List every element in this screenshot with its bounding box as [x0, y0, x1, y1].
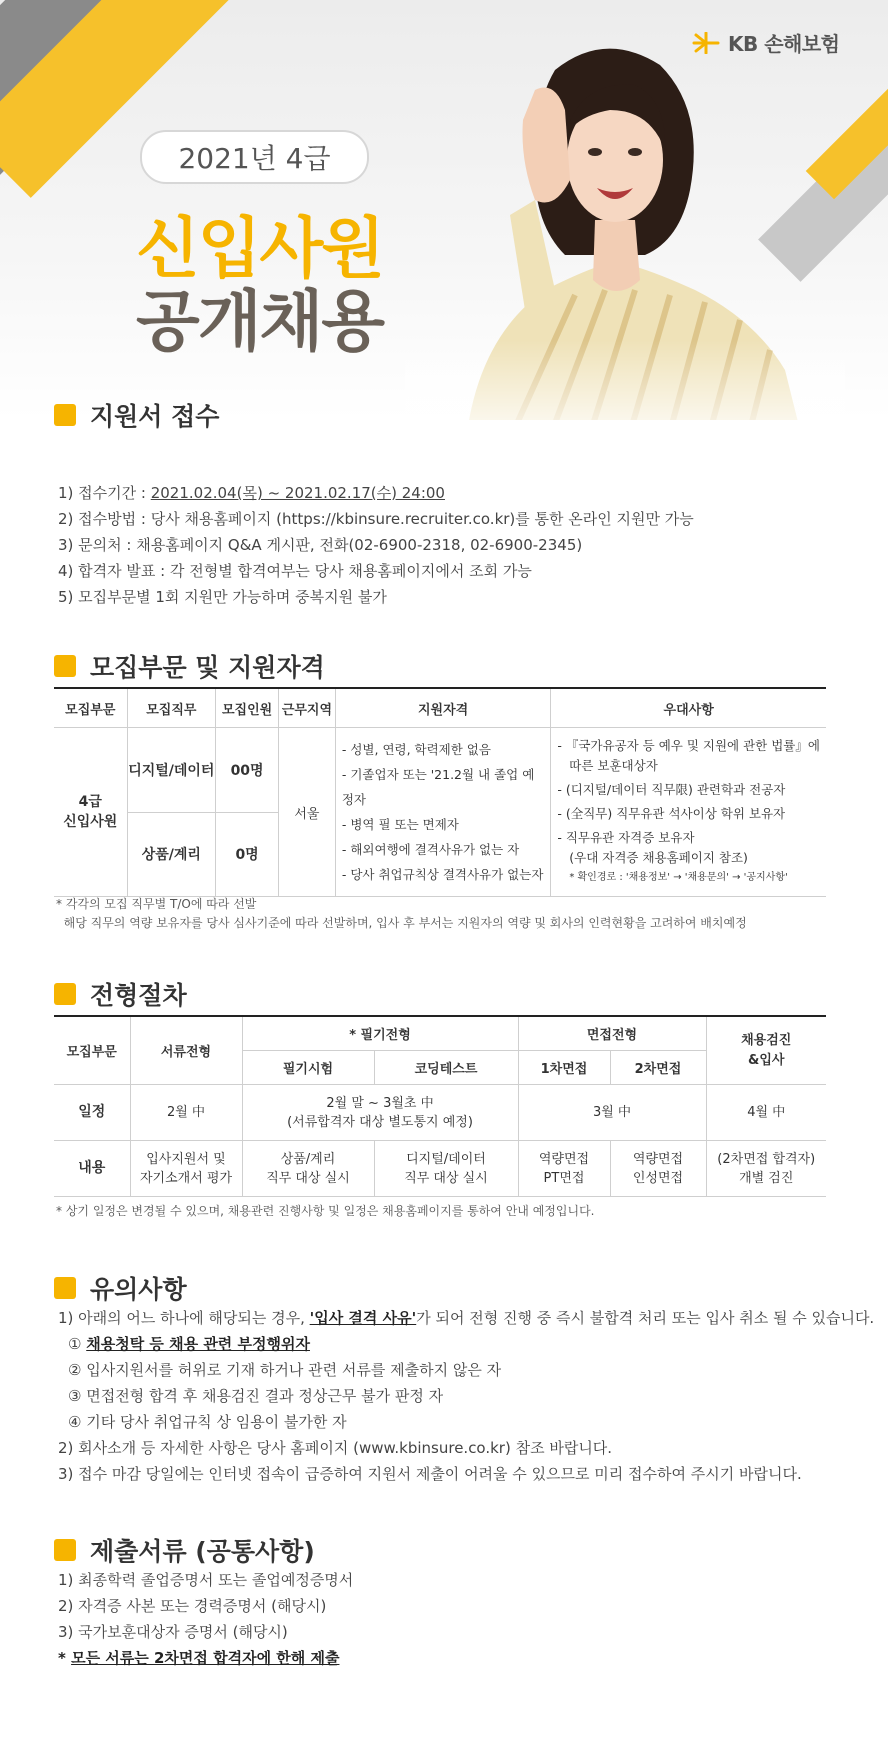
section-documents-header: [54, 1532, 315, 1568]
apply-line-3: 3) 문의처 : 채용홈페이지 Q&A 게시판, 전화(02-6900-2318, 02-6900-2345): [58, 536, 583, 554]
apply-info-list: [58, 480, 694, 610]
section-title: 전형절차: [90, 981, 187, 1010]
preference-item: (우대 자격증 채용홈페이지 참조): [557, 850, 748, 865]
content-document: 입사지원서 및 자기소개서 평가: [130, 1141, 242, 1197]
row-label: 내용: [54, 1141, 130, 1197]
col-header: 모집부문: [54, 688, 127, 728]
caution-item-4: ④ 기타 당사 취업규칙 상 임용이 불가한 자: [68, 1413, 347, 1431]
division-cell: 4급 신입사원: [54, 728, 127, 897]
schedule-document: 2월 中: [130, 1085, 242, 1141]
qualification-item: - 해외여행에 결격사유가 없는 자: [341, 842, 520, 857]
job-name: 상품/계리: [127, 812, 216, 897]
col-header: 우대사항: [551, 688, 826, 728]
apply-line-2: 2) 접수방법 : 당사 채용홈페이지 (https://kbinsure.recruiter.co.kr)를 통한 온라인 지원만 가능: [58, 510, 694, 528]
job-name: 디지털/데이터: [127, 728, 216, 813]
h-coding: 코딩테스트: [374, 1051, 518, 1085]
region-cell: 서울: [279, 728, 336, 897]
preferences-cell: [551, 728, 826, 897]
content-coding: 디지털/데이터 직무 대상 실시: [374, 1141, 518, 1197]
h-int2: 2차면접: [610, 1051, 706, 1085]
document-item-2: 2) 자격증 사본 또는 경력증명서 (해당시): [58, 1597, 327, 1615]
caution-line-2: 2) 회사소개 등 자세한 사항은 당사 홈페이지 (www.kbinsure.co.kr) 참조 바랍니다.: [58, 1439, 613, 1457]
caution-item-2: ② 입사지원서를 허위로 기재 하거나 관련 서류를 제출하지 않은 자: [68, 1361, 502, 1379]
yellow-square-icon: [54, 1277, 76, 1299]
apply-line-1: [58, 480, 694, 506]
preference-item: - 『국가유공자 등 예우 및 지원에 관한 법률』에: [557, 738, 820, 753]
h-written: * 필기전형: [242, 1016, 518, 1051]
yellow-square-icon: [54, 404, 76, 426]
apply-period-label: 1) 접수기간 :: [58, 484, 151, 502]
col-header: 모집인원: [216, 688, 279, 728]
section-title: 유의사항: [90, 1275, 187, 1304]
h-final: 채용검진 &입사: [706, 1016, 826, 1085]
qualification-item: - 기졸업자 또는 '21.2월 내 졸업 예정자: [341, 767, 535, 807]
hero-title-line2: 공개채용: [136, 283, 384, 360]
yellow-square-icon: [54, 983, 76, 1005]
content-written-test: 상품/계리 직무 대상 실시: [242, 1141, 374, 1197]
positions-note-2: 해당 직무의 역량 보유자를 당사 심사기준에 따라 선발하며, 입사 후 부서는 지원자의 역량 및 회사의 인력현황을 고려하여 배치예정: [56, 916, 747, 930]
schedule-written: 2월 말 ~ 3월초 中 (서류합격자 대상 별도통지 예정): [242, 1085, 518, 1141]
col-header: 모집직무: [127, 688, 216, 728]
caution-item-1-text: 채용청탁 등 채용 관련 부정행위자: [86, 1335, 310, 1353]
preference-item: - (디지털/데이터 직무限) 관련학과 전공자: [557, 782, 786, 797]
preference-item: - 직무유관 자격증 보유자: [557, 830, 695, 845]
apply-period-value: 2021.02.04(목) ~ 2021.02.17(수) 24:00: [150, 484, 445, 502]
row-label: 일정: [54, 1085, 130, 1141]
yellow-square-icon: [54, 1539, 76, 1561]
preference-item: 따른 보훈대상자: [557, 758, 658, 773]
documents-note-text: 모든 서류는 2차면접 합격자에 한해 제출: [71, 1649, 340, 1667]
section-title: 지원서 접수: [90, 402, 220, 431]
job-count: 00명: [216, 728, 279, 813]
col-header: 근무지역: [279, 688, 336, 728]
qualification-item: - 병역 필 또는 면제자: [341, 817, 459, 832]
documents-note: [58, 1645, 353, 1671]
caution-intro-emph: '입사 결격 사유': [309, 1309, 417, 1327]
content-final: (2차면접 합격자) 개별 검진: [706, 1141, 826, 1197]
document-item-1: 1) 최종학력 졸업증명서 또는 졸업예정증명서: [58, 1571, 354, 1589]
documents-note-prefix: *: [58, 1649, 72, 1667]
h-division: 모집부문: [54, 1016, 130, 1085]
caution-item-1-num: ①: [68, 1335, 87, 1353]
positions-note-1: * 각각의 모집 직무별 T/O에 따라 선발: [56, 897, 257, 911]
year-badge: 2021년 4급: [140, 130, 369, 184]
h-interview: 면접전형: [518, 1016, 706, 1051]
qualification-item: - 당사 취업규칙상 결격사유가 없는자: [341, 867, 544, 882]
positions-notes: [56, 895, 747, 933]
schedule-final: 4월 中: [706, 1085, 826, 1141]
section-positions-header: [54, 648, 325, 684]
job-count: 0명: [216, 812, 279, 897]
positions-table: [54, 687, 826, 897]
caution-intro-suffix: 가 되어 전형 진행 중 즉시 불합격 처리 또는 입사 취소 될 수 있습니다.: [416, 1309, 875, 1327]
section-process-header: [54, 976, 187, 1012]
hero-title-line1: 신입사원: [136, 210, 384, 287]
brand-name: KB 손해보험: [728, 32, 840, 56]
section-apply-header: [54, 397, 219, 433]
content-int1: 역량면접 PT면접: [518, 1141, 610, 1197]
section-cautions-header: [54, 1270, 187, 1306]
documents-list: [58, 1567, 353, 1671]
caution-line-3: 3) 접수 마감 당일에는 인터넷 접속이 급증하여 지원서 제출이 어려울 수 있으므로 미리 접수하여 주시기 바랍니다.: [58, 1465, 802, 1483]
yellow-square-icon: [54, 655, 76, 677]
caution-line-1: [58, 1305, 874, 1331]
preference-note: * 확인경로 : '채용정보' → '채용문의' → '공지사항': [569, 872, 788, 883]
section-title: 모집부문 및 지원자격: [90, 653, 325, 682]
col-header: 지원자격: [335, 688, 550, 728]
process-note: * 상기 일정은 변경될 수 있으며, 채용관련 진행사항 및 일정은 채용홈페이지를 통하여 안내 예정입니다.: [56, 1204, 595, 1218]
schedule-interview: 3월 中: [518, 1085, 706, 1141]
h-int1: 1차면접: [518, 1051, 610, 1085]
preference-item: - (全직무) 직무유관 석사이상 학위 보유자: [557, 806, 786, 821]
h-written-test: 필기시험: [242, 1051, 374, 1085]
apply-line-4: 4) 합격자 발표 : 각 전형별 합격여부는 당사 채용홈페이지에서 조회 가능: [58, 562, 532, 580]
qualification-item: - 성별, 연령, 학력제한 없음: [341, 742, 491, 757]
h-document: 서류전형: [130, 1016, 242, 1085]
hero-banner: [0, 0, 888, 420]
caution-intro-prefix: 1) 아래의 어느 하나에 해당되는 경우,: [58, 1309, 310, 1327]
process-table: [54, 1015, 826, 1197]
model-photo: [405, 40, 845, 420]
caution-item-3: ③ 면접전형 합격 후 채용검진 결과 정상근무 불가 판정 자: [68, 1387, 444, 1405]
document-item-3: 3) 국가보훈대상자 증명서 (해당시): [58, 1623, 288, 1641]
content-int2: 역량면접 인성면접: [610, 1141, 706, 1197]
section-title: 제출서류 (공통사항): [90, 1537, 315, 1566]
apply-line-5: 5) 모집부문별 1회 지원만 가능하며 중복지원 불가: [58, 588, 387, 606]
qualifications-cell: [335, 728, 550, 897]
cautions-list: [58, 1305, 874, 1487]
caution-item-1: [58, 1331, 874, 1357]
